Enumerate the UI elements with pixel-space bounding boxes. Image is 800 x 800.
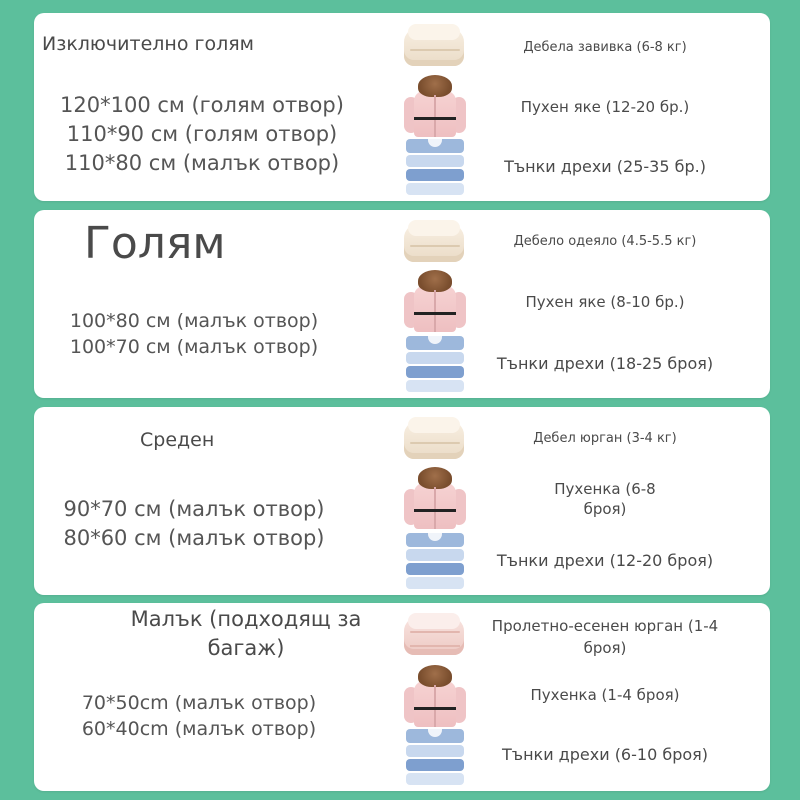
capacity-label: Тънки дрехи (6-10 броя) [501, 745, 709, 764]
capacity-item-blanket [398, 212, 770, 274]
dimension-line: 70*50cm (малък отвор) [81, 692, 317, 714]
size-dimensions [44, 308, 344, 360]
clothes-stack-icon [400, 727, 470, 789]
capacity-item-clothes [398, 137, 770, 199]
capacity-item-jacket [398, 467, 770, 529]
capacity-item-quilt [398, 605, 770, 667]
dimension-line: 80*60 см (малък отвор) [63, 526, 325, 550]
capacity-item-jacket [398, 270, 770, 332]
capacity-label: Пухенка (6-8 броя) [554, 480, 656, 518]
blanket-icon [400, 212, 470, 274]
capacity-label: Дебело одеяло (4.5-5.5 кг) [513, 234, 697, 249]
size-card-extra-large [34, 13, 770, 201]
blanket-icon [400, 16, 470, 78]
capacity-item-blanket [398, 409, 770, 471]
size-dimensions [54, 690, 344, 742]
capacity-label: Дебела завивка (6-8 кг) [523, 40, 687, 55]
dimension-line: 110*90 см (голям отвор) [66, 122, 338, 146]
size-card-large [34, 210, 770, 398]
size-title: Среден [140, 429, 215, 451]
capacity-label: Пухен яке (8-10 бр.) [525, 293, 685, 311]
capacity-item-clothes [398, 727, 770, 789]
blanket-icon [400, 409, 470, 471]
capacity-item-jacket [398, 665, 770, 727]
capacity-label: Тънки дрехи (12-20 броя) [496, 551, 714, 570]
down-jacket-icon [400, 467, 470, 529]
clothes-stack-icon [400, 531, 470, 593]
down-jacket-icon [400, 75, 470, 137]
capacity-label: Пухенка (1-4 броя) [530, 686, 680, 704]
capacity-item-clothes [398, 531, 770, 593]
dimension-line: 90*70 см (малък отвор) [63, 497, 325, 521]
clothes-stack-icon [400, 334, 470, 396]
clothes-stack-icon [400, 137, 470, 199]
capacity-item-jacket [398, 75, 770, 137]
size-dimensions [42, 91, 362, 178]
down-jacket-icon [400, 665, 470, 727]
capacity-item-clothes [398, 334, 770, 396]
capacity-item-blanket [398, 16, 770, 78]
capacity-label: Пухен яке (12-20 бр.) [520, 98, 690, 116]
size-card-small [34, 603, 770, 791]
dimension-line: 100*70 см (малък отвор) [69, 336, 319, 358]
dimension-line: 60*40cm (малък отвор) [81, 718, 317, 740]
folded-quilt-icon [400, 605, 470, 667]
capacity-label: Дебел юрган (3-4 кг) [533, 431, 677, 446]
capacity-label: Пролетно-есенен юрган (1-4 броя) [491, 617, 719, 657]
size-dimensions [44, 495, 344, 553]
dimension-line: 120*100 см (голям отвор) [60, 93, 344, 117]
size-title: Малък (подходящ за багаж) [130, 607, 362, 660]
dimension-line: 100*80 см (малък отвор) [69, 310, 319, 332]
size-card-medium [34, 407, 770, 595]
size-title: Изключително голям [42, 33, 255, 55]
size-title: Голям [84, 218, 226, 269]
down-jacket-icon [400, 270, 470, 332]
dimension-line: 110*80 см (малък отвор) [64, 151, 340, 175]
capacity-label: Тънки дрехи (18-25 броя) [496, 354, 714, 373]
capacity-label: Тънки дрехи (25-35 бр.) [504, 157, 706, 176]
